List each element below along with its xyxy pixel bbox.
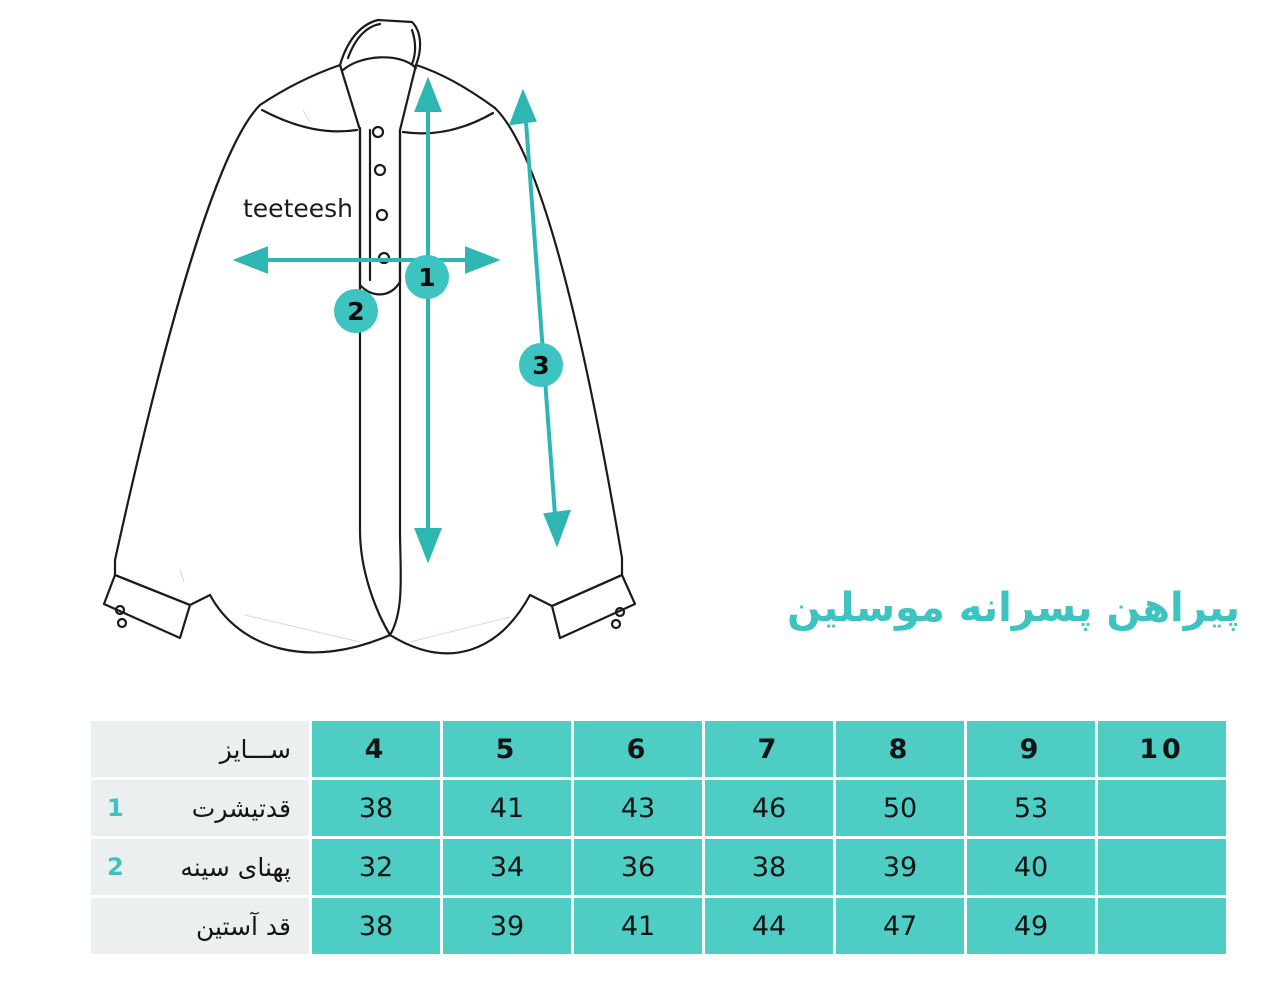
table-row [91, 780, 1226, 836]
cell-r1-c5: 43 [574, 780, 702, 836]
cell-r2-c1 [1098, 839, 1226, 895]
cell-r3-c6: 39 [443, 898, 571, 954]
cell-r1-c4: 46 [705, 780, 833, 836]
cell-r2-c2: 40 [967, 839, 1095, 895]
row-number-2: 2 [107, 853, 124, 881]
cell-r3-c1 [1098, 898, 1226, 954]
cell-r2-c7: 32 [312, 839, 440, 895]
cell-r2-c6: 34 [443, 839, 571, 895]
header-size-9: 9 [967, 721, 1095, 777]
size-chart-table [88, 718, 1229, 957]
header-size-10: 10 [1098, 721, 1226, 777]
row-label-text-1: قدتیشرت [191, 793, 291, 823]
header-row-label [91, 721, 309, 777]
row-label-sleeve-length [91, 898, 309, 954]
header-size-5: 5 [443, 721, 571, 777]
cell-r2-c3: 39 [836, 839, 964, 895]
cell-r1-c7: 38 [312, 780, 440, 836]
cell-r3-c4: 44 [705, 898, 833, 954]
cell-r1-c3: 50 [836, 780, 964, 836]
row-label-chest-width [91, 839, 309, 895]
table-row [91, 839, 1226, 895]
header-label-text: ســـایز [219, 734, 291, 764]
cell-r3-c5: 41 [574, 898, 702, 954]
table-header-row [91, 721, 1226, 777]
cell-r2-c5: 36 [574, 839, 702, 895]
row-label-shirt-length [91, 780, 309, 836]
header-size-6: 6 [574, 721, 702, 777]
callout-badge-2: 2 [334, 289, 378, 333]
cell-r1-c6: 41 [443, 780, 571, 836]
row-label-text-3: قد آستین [195, 911, 291, 941]
shirt-technical-drawing [60, 10, 700, 680]
header-size-7: 7 [705, 721, 833, 777]
cell-r3-c2: 49 [967, 898, 1095, 954]
header-size-8: 8 [836, 721, 964, 777]
brand-label: teeteesh [243, 194, 353, 223]
cell-r2-c4: 38 [705, 839, 833, 895]
cell-r3-c7: 38 [312, 898, 440, 954]
cell-r3-c3: 47 [836, 898, 964, 954]
cell-r1-c1 [1098, 780, 1226, 836]
product-title: پیراهن پسرانه موسلین [787, 585, 1240, 631]
header-size-4: 4 [312, 721, 440, 777]
row-label-text-2: پهنای سینه [180, 852, 291, 882]
table-row [91, 898, 1226, 954]
callout-badge-3: 3 [519, 343, 563, 387]
row-number-1: 1 [107, 794, 124, 822]
cell-r1-c2: 53 [967, 780, 1095, 836]
callout-badge-1: 1 [405, 255, 449, 299]
